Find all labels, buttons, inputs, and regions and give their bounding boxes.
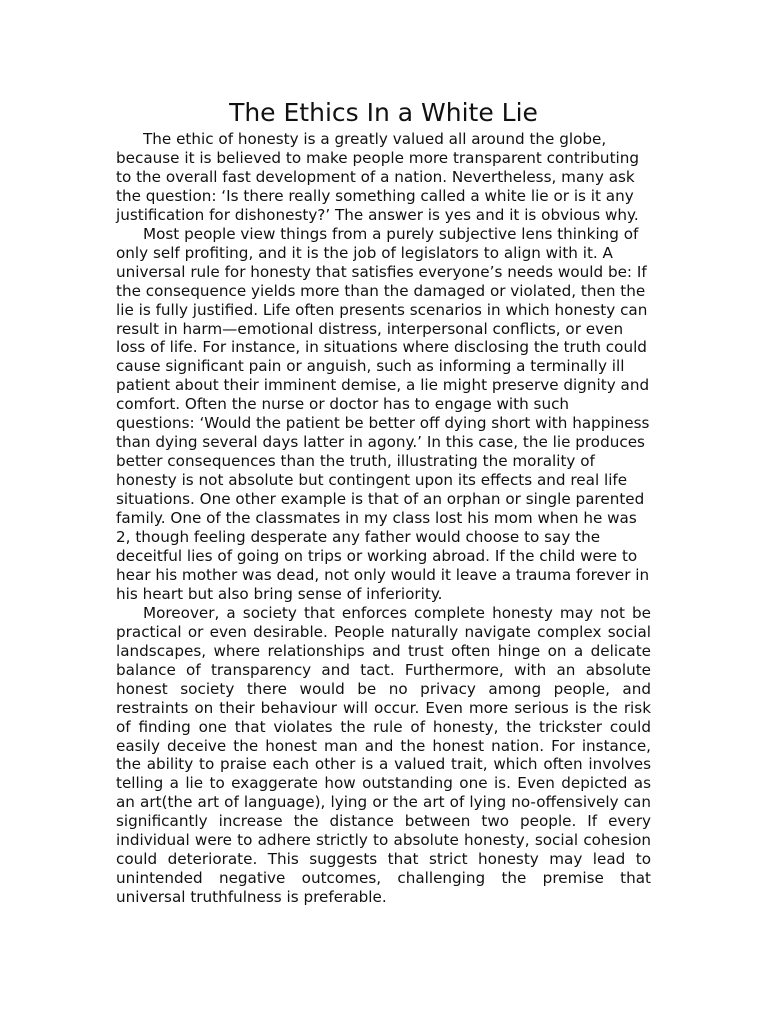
document-page bbox=[116, 96, 651, 907]
paragraph-intro: The ethic of honesty is a greatly valued all around the globe, because it is believed to make people more transparent contributing to the overall fast development of a nation. Nevertheless, many ask the question: ‘Is there really something called a white lie or is it any justification for dishonesty?’ The answer is yes and it is obvious why. bbox=[116, 130, 640, 224]
document-title: The Ethics In a White Lie bbox=[229, 98, 538, 127]
paragraph-society: Moreover, a society that enforces complete honesty may not be practical or even desirable. People naturally navigate complex social landscapes, where relationships and trust often hinge on a delicate balance of transparency and tact. Furthermore, with an absolute honest society there would be no privacy among people, and restraints on their behaviour will occur. Even more serious is the risk of finding one that violates the rule of honesty, the trickster could easily deceive the honest man and the honest nation. For instance, the ability to praise each other is a valued trait, which often involves telling a lie to exaggerate how outstanding one is. Even depicted as an art(the art of language), lying or the art of lying no-offensively can significantly increase the distance between two people. If every individual were to adhere strictly to absolute honesty, social cohesion could deteriorate. This suggests that strict honesty may lead to unintended negative outcomes, challenging the premise that universal truthfulness is preferable. bbox=[116, 603, 651, 907]
paragraph-consequences: Most people view things from a purely subjective lens thinking of only self profiting, and it is the job of legislators to align with it. A universal rule for honesty that satisfies everyone’s needs would be: If the consequence yields more than the damaged or violated, then the lie is fully justified. Life often presents scenarios in which honesty can result in harm—emotional distress, interpersonal conflicts, or even loss of life. For instance, in situations where disclosing the truth could cause significant pain or anguish, such as informing a terminally ill patient about their imminent demise, a lie might preserve dignity and comfort. Often the nurse or doctor has to engage with such questions: ‘Would the patient be better off dying short with happiness than dying several days latter in agony.’ In this case, the lie produces better consequences than the truth, illustrating the morality of honesty is not absolute but contingent upon its effects and real life situations. One other example is that of an orphan or single parented family. One of the classmates in my class lost his mom when he was 2, though feeling desperate any father would choose to say the deceitful lies of going on trips or working abroad. If the child were to hear his mother was dead, not only would it leave a trauma forever in his heart but also bring sense of inferiority. bbox=[116, 224, 650, 603]
